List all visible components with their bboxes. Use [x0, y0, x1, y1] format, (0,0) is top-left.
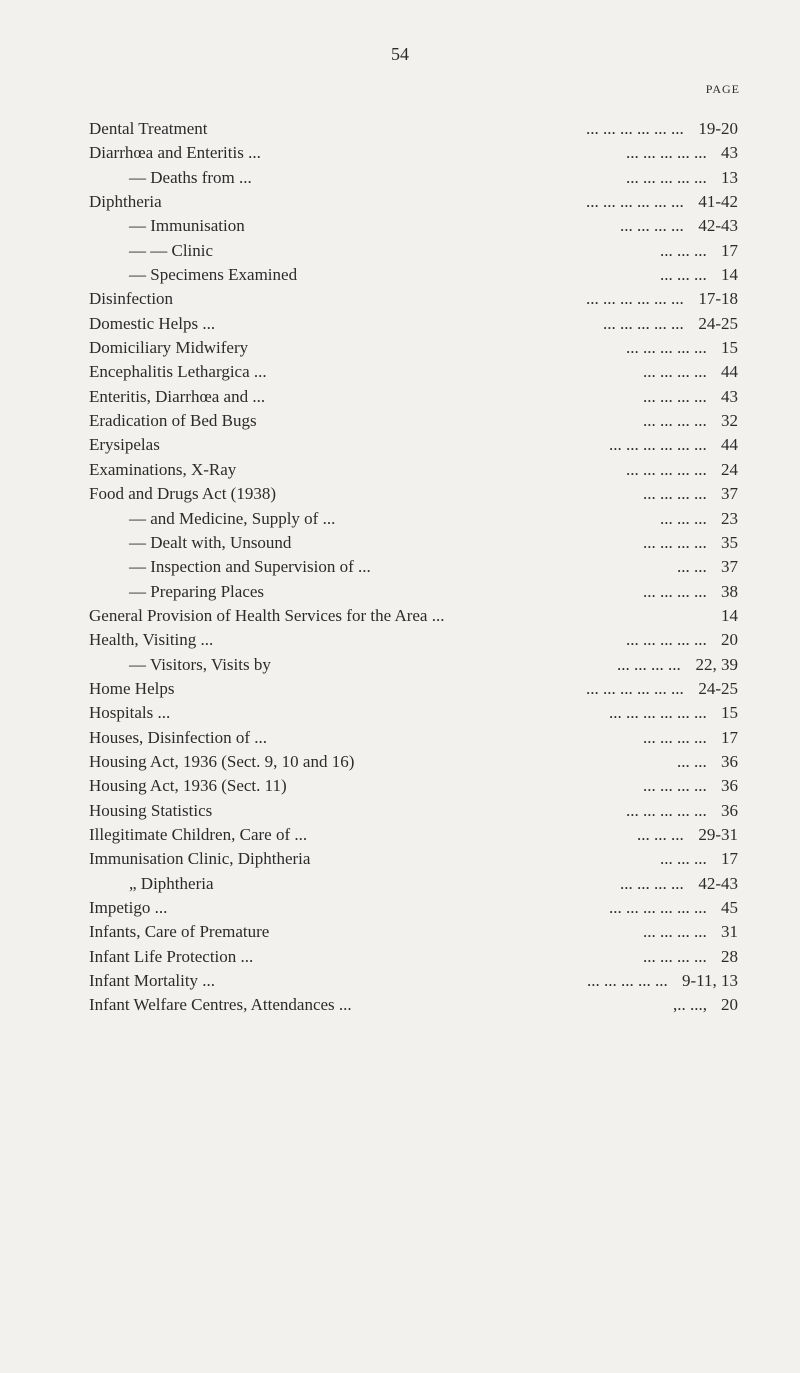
leader-dots: ... ... ... ... ...	[626, 800, 707, 820]
leader-dots: ... ... ... ... ...	[603, 313, 684, 333]
index-entry	[0, 555, 800, 579]
index-page-ref: 32	[721, 411, 738, 431]
index-entry	[0, 263, 800, 287]
leader-dots: ... ... ... ...	[643, 776, 707, 796]
index-entry	[0, 701, 800, 725]
index-term: — and Medicine, Supply of ...	[129, 508, 336, 528]
index-term: „ Diphtheria	[129, 873, 214, 893]
index-term: Infants, Care of Premature	[89, 922, 270, 942]
index-entry	[0, 872, 800, 896]
index-entries	[0, 117, 800, 1018]
index-term: General Provision of Health Services for the Area ...	[89, 605, 445, 625]
index-page-ref: 17	[721, 849, 738, 869]
index-page-ref: 28	[721, 946, 738, 966]
leader-dots: ... ... ... ...	[643, 946, 707, 966]
leader-dots: ... ... ... ...	[643, 532, 707, 552]
index-page-ref: 44	[721, 435, 738, 455]
index-term: Immunisation Clinic, Diphtheria	[89, 849, 311, 869]
leader-dots: ... ... ... ...	[643, 484, 707, 504]
leader-dots: ... ... ... ...	[643, 386, 707, 406]
index-entry	[0, 847, 800, 871]
index-term: Infant Welfare Centres, Attendances ...	[89, 995, 352, 1015]
leader-dots: ... ... ... ... ... ...	[586, 192, 684, 212]
leader-dots: ... ... ... ... ... ...	[586, 678, 684, 698]
leader-dots: ... ... ... ... ... ...	[586, 119, 684, 138]
index-page-ref: 24-25	[698, 313, 738, 333]
index-page-ref: 42-43	[698, 216, 738, 236]
index-term: — Deaths from ...	[129, 167, 252, 187]
index-term: Encephalitis Lethargica ...	[89, 362, 267, 382]
index-entry	[0, 482, 800, 506]
index-entry	[0, 312, 800, 336]
index-entry	[0, 385, 800, 409]
index-term: Houses, Disinfection of ...	[89, 727, 268, 747]
leader-dots: ... ... ... ...	[643, 922, 707, 942]
index-page-ref: 17	[721, 240, 738, 260]
index-entry	[0, 287, 800, 311]
index-term: — Visitors, Visits by	[129, 654, 271, 674]
index-entry	[0, 507, 800, 531]
index-page-ref: 41-42	[698, 192, 738, 212]
index-entry	[0, 360, 800, 384]
index-page-ref: 15	[721, 338, 738, 358]
index-page-ref: 36	[721, 776, 738, 796]
index-term: Health, Visiting ...	[89, 630, 214, 650]
index-page-ref: 36	[721, 751, 738, 771]
index-entry	[0, 166, 800, 190]
index-term: Food and Drugs Act (1938)	[89, 484, 276, 504]
index-page-ref: 44	[721, 362, 738, 382]
index-page-ref: 43	[721, 143, 738, 163]
index-entry	[0, 823, 800, 847]
index-page-ref: 29-31	[698, 824, 738, 844]
index-page-ref: 14	[721, 265, 738, 285]
index-entry	[0, 458, 800, 482]
page-column-heading: PAGE	[705, 82, 740, 96]
index-term: — Preparing Places	[129, 581, 265, 601]
index-page-ref: 17-18	[698, 289, 738, 309]
index-term: Impetigo ...	[89, 898, 168, 917]
index-entry	[0, 945, 800, 969]
index-page-ref: 13	[721, 167, 738, 187]
index-page-ref: 31	[721, 922, 738, 942]
index-entry	[0, 969, 800, 993]
index-entry	[0, 239, 800, 263]
index-page-ref: 22, 39	[695, 654, 738, 674]
leader-dots: ... ... ...	[660, 849, 707, 869]
leader-dots: ... ... ... ... ... ...	[609, 435, 707, 455]
index-term: — Dealt with, Unsound	[129, 532, 292, 552]
index-page-ref: 36	[721, 800, 738, 820]
index-entry	[0, 653, 800, 677]
index-entry	[0, 750, 800, 774]
page-number: 54	[391, 44, 409, 64]
index-term: Domiciliary Midwifery	[89, 338, 249, 358]
leader-dots: ... ... ... ... ...	[626, 338, 707, 358]
index-entry	[0, 117, 800, 141]
leader-dots: ... ... ...	[660, 240, 707, 260]
index-entry	[0, 628, 800, 652]
leader-dots: ... ... ...	[660, 265, 707, 285]
index-entry	[0, 336, 800, 360]
index-entry	[0, 433, 800, 457]
index-page-ref: 45	[721, 898, 738, 917]
index-term: Home Helps	[89, 678, 175, 698]
index-entry	[0, 677, 800, 701]
index-page-ref: 9-11, 13	[681, 971, 738, 991]
leader-dots: ,.. ...,	[673, 995, 707, 1015]
index-page-ref: 37	[721, 484, 738, 504]
leader-dots: ... ... ... ...	[643, 362, 707, 382]
index-term: — Immunisation	[129, 216, 245, 236]
leader-dots: ... ... ... ... ...	[587, 971, 668, 991]
leader-dots: ... ... ... ...	[643, 411, 707, 431]
index-term: Housing Statistics	[89, 800, 213, 820]
index-page-ref: 24-25	[698, 678, 738, 698]
leader-dots: ... ... ... ... ...	[626, 143, 707, 163]
index-term: Infant Mortality ...	[89, 971, 216, 991]
leader-dots: ... ... ... ... ...	[626, 459, 707, 479]
index-page-ref: 43	[721, 386, 738, 406]
leader-dots: ... ... ... ... ... ...	[609, 898, 707, 917]
index-term: Enteritis, Diarrhœa and ...	[89, 386, 266, 406]
index-entry	[0, 214, 800, 238]
index-entry	[0, 531, 800, 555]
index-entry	[0, 580, 800, 604]
index-term: Diphtheria	[89, 192, 162, 212]
index-term: Domestic Helps ...	[89, 313, 216, 333]
index-term: Housing Act, 1936 (Sect. 9, 10 and 16)	[89, 751, 355, 771]
index-page-ref: 42-43	[698, 873, 738, 893]
index-page-ref: 23	[721, 508, 738, 528]
index-page-ref: 35	[721, 532, 738, 552]
index-term: — — Clinic	[129, 240, 214, 260]
index-entry	[0, 799, 800, 823]
index-entry	[0, 190, 800, 214]
index-page-ref: 15	[721, 703, 738, 723]
leader-dots: ... ... ... ... ... ...	[586, 289, 684, 309]
index-entry	[0, 141, 800, 165]
index-page-ref: 14	[721, 605, 738, 625]
index-page-ref: 20	[721, 630, 738, 650]
index-page-ref: 19-20	[698, 119, 738, 138]
index-page-ref: 38	[721, 581, 738, 601]
index-page-ref: 24	[721, 459, 738, 479]
leader-dots: ... ... ... ... ... ...	[609, 703, 707, 723]
leader-dots: ... ... ... ...	[617, 654, 681, 674]
leader-dots: ... ... ... ... ...	[626, 630, 707, 650]
leader-dots: ... ... ...	[660, 508, 707, 528]
index-term: Erysipelas	[89, 435, 160, 455]
leader-dots: ... ... ... ...	[620, 216, 684, 236]
index-term: Dental Treatment	[89, 119, 208, 138]
index-term: Disinfection	[89, 289, 174, 309]
index-entry	[0, 726, 800, 750]
index-entry	[0, 896, 800, 920]
leader-dots: ... ... ... ...	[643, 727, 707, 747]
index-entry	[0, 774, 800, 798]
index-term: Hospitals ...	[89, 703, 171, 723]
index-entry	[0, 993, 800, 1017]
index-page-ref: 20	[721, 995, 738, 1015]
index-entry	[0, 409, 800, 433]
leader-dots: ... ... ... ...	[620, 873, 684, 893]
index-term: Illegitimate Children, Care of ...	[89, 824, 308, 844]
index-page-ref: 17	[721, 727, 738, 747]
leader-dots: ... ...	[677, 751, 707, 771]
leader-dots: ... ... ... ... ...	[626, 167, 707, 187]
index-term: Housing Act, 1936 (Sect. 11)	[89, 776, 287, 796]
index-term: Diarrhœa and Enteritis ...	[89, 143, 261, 163]
index-term: — Specimens Examined	[129, 265, 298, 285]
index-entry	[0, 604, 800, 628]
index-entry	[0, 920, 800, 944]
index-term: Infant Life Protection ...	[89, 946, 254, 966]
index-term: Examinations, X-Ray	[89, 459, 237, 479]
leader-dots: ... ... ... ...	[643, 581, 707, 601]
index-page-ref: 37	[721, 557, 738, 577]
index-term: — Inspection and Supervision of ...	[129, 557, 371, 577]
index-term: Eradication of Bed Bugs	[89, 411, 257, 431]
leader-dots: ... ... ...	[637, 824, 684, 844]
leader-dots: ... ...	[677, 557, 707, 577]
